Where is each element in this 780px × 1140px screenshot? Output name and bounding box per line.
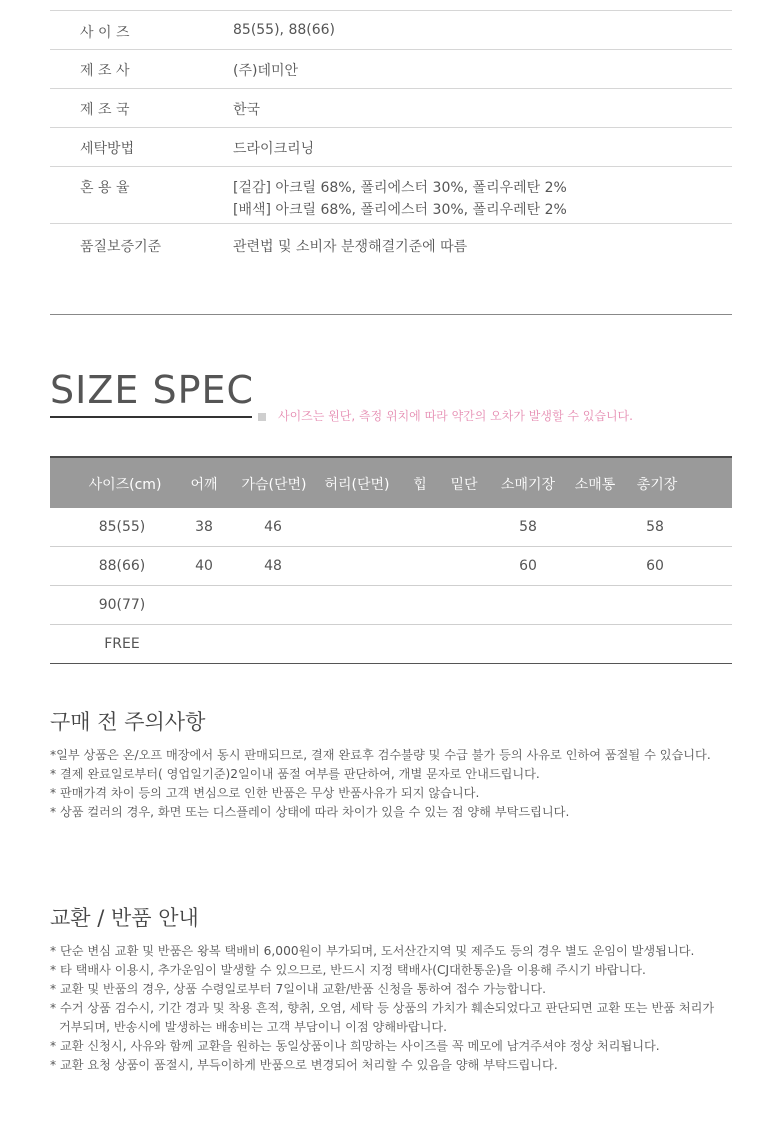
- cell-size: FREE: [104, 636, 140, 652]
- cell-total-length: 60: [646, 558, 664, 574]
- info-row-washing: [50, 128, 732, 167]
- cell-size: 85(55): [98, 519, 146, 535]
- header-waist: 허리(단면): [324, 477, 390, 493]
- table-row: [50, 586, 732, 625]
- size-spec-note: [258, 407, 633, 424]
- info-key: 품질보증기준: [80, 239, 162, 255]
- list-item: * 교환 및 반품의 경우, 상품 수령일로부터 7일이내 교환/반품 신청을 통하여 접수 가능합니다.: [50, 982, 547, 996]
- info-key: 세탁방법: [80, 141, 135, 157]
- size-spec-title: SIZE SPEC: [50, 368, 255, 412]
- list-item: * 교환 신청시, 사유와 함께 교환을 원하는 동일상품이나 희망하는 사이즈를 꼭 메모에 남겨주셔야 정상 처리됩니다.: [50, 1039, 660, 1053]
- header-total-length: 총기장: [636, 477, 678, 493]
- header-hem: 밑단: [450, 477, 478, 493]
- header-hip: 힙: [413, 477, 427, 493]
- info-key: 제 조 사: [80, 63, 130, 79]
- header-sleeve-length: 소매기장: [500, 477, 556, 493]
- size-spec-note-text: 사이즈는 원단, 측정 위치에 따라 약간의 오차가 발생할 수 있습니다.: [278, 409, 633, 423]
- header-chest: 가슴(단면): [241, 477, 307, 493]
- cell-chest: 48: [264, 558, 282, 574]
- info-value: 85(55), 88(66): [233, 22, 336, 38]
- header-size: 사이즈(cm): [88, 477, 162, 493]
- size-spec-table: [50, 456, 732, 664]
- info-row-top-cut: [50, 0, 732, 11]
- table-row: [50, 508, 732, 547]
- cell-size: 90(77): [98, 597, 146, 613]
- info-row-country: [50, 89, 732, 128]
- info-table-bottom-rule: [50, 314, 732, 315]
- cell-chest: 46: [264, 519, 282, 535]
- square-bullet-icon: [258, 413, 266, 421]
- list-item: *일부 상품은 온/오프 매장에서 동시 판매되므로, 결재 완료후 검수불량 및 수급 불가 등의 사유로 인하여 품절될 수 있습니다.: [50, 748, 711, 762]
- table-row: [50, 547, 732, 586]
- info-key: 사 이 즈: [80, 25, 130, 41]
- list-item: * 결제 완료일로부터( 영업일기준)2일이내 품절 여부를 판단하여, 개별 문자로 안내드립니다.: [50, 767, 540, 781]
- header-shoulder: 어깨: [190, 477, 218, 493]
- cell-shoulder: 40: [195, 558, 213, 574]
- precautions-title: 구매 전 주의사항: [50, 710, 206, 734]
- cell-sleeve-length: 60: [519, 558, 537, 574]
- info-key: 혼 용 율: [80, 180, 130, 196]
- info-value: [겉감] 아크릴 68%, 폴리에스터 30%, 폴리우레탄 2%: [233, 180, 567, 196]
- list-item: * 교환 요청 상품이 품절시, 부득이하게 반품으로 변경되어 처리할 수 있음을 양해 부탁드립니다.: [50, 1058, 558, 1072]
- cell-size: 88(66): [98, 558, 146, 574]
- info-value: (주)데미안: [233, 63, 299, 79]
- cell-total-length: 58: [646, 519, 664, 535]
- info-value: 한국: [233, 102, 261, 118]
- info-row-size: [50, 12, 732, 50]
- info-value-secondary: [배색] 아크릴 68%, 폴리에스터 30%, 폴리우레탄 2%: [233, 202, 567, 218]
- info-row-manufacturer: [50, 50, 732, 89]
- size-spec-underline: [50, 416, 252, 418]
- list-item: * 단순 변심 교환 및 반품은 왕복 택배비 6,000원이 부가되며, 도서산간지역 및 제주도 등의 경우 별도 운임이 발생됩니다.: [50, 944, 695, 958]
- size-table-header: [50, 456, 732, 508]
- table-row: [50, 625, 732, 664]
- header-sleeve-width: 소매통: [574, 477, 616, 493]
- list-item: * 수거 상품 검수시, 기간 경과 및 착용 흔적, 향취, 오염, 세탁 등 상품의 가치가 훼손되었다고 판단되면 교환 또는 반품 처리가: [50, 1001, 715, 1015]
- list-item: * 상품 컬러의 경우, 화면 또는 디스플레이 상태에 따라 차이가 있을 수 있는 점 양해 부탁드립니다.: [50, 805, 570, 819]
- info-key: 제 조 국: [80, 102, 130, 118]
- cell-sleeve-length: 58: [519, 519, 537, 535]
- list-item: * 타 택배사 이용시, 추가운임이 발생할 수 있으므로, 반드시 지정 택배사(CJ대한통운)을 이용해 주시기 바랍니다.: [50, 963, 646, 977]
- info-row-quality: [50, 224, 732, 264]
- cell-shoulder: 38: [195, 519, 213, 535]
- info-row-composition: [50, 167, 732, 224]
- exchange-title: 교환 / 반품 안내: [50, 906, 199, 930]
- exchange-list: [50, 942, 750, 1075]
- precautions-list: [50, 746, 750, 822]
- list-item: * 판매가격 차이 등의 고객 변심으로 인한 반품은 무상 반품사유가 되지 않습니다.: [50, 786, 480, 800]
- info-value: 드라이크리닝: [233, 141, 315, 157]
- info-value: 관련법 및 소비자 분쟁해결기준에 따름: [233, 239, 468, 255]
- list-item-continuation: 거부되며, 반송시에 발생하는 배송비는 고객 부담이니 이점 양해바랍니다.: [59, 1020, 448, 1034]
